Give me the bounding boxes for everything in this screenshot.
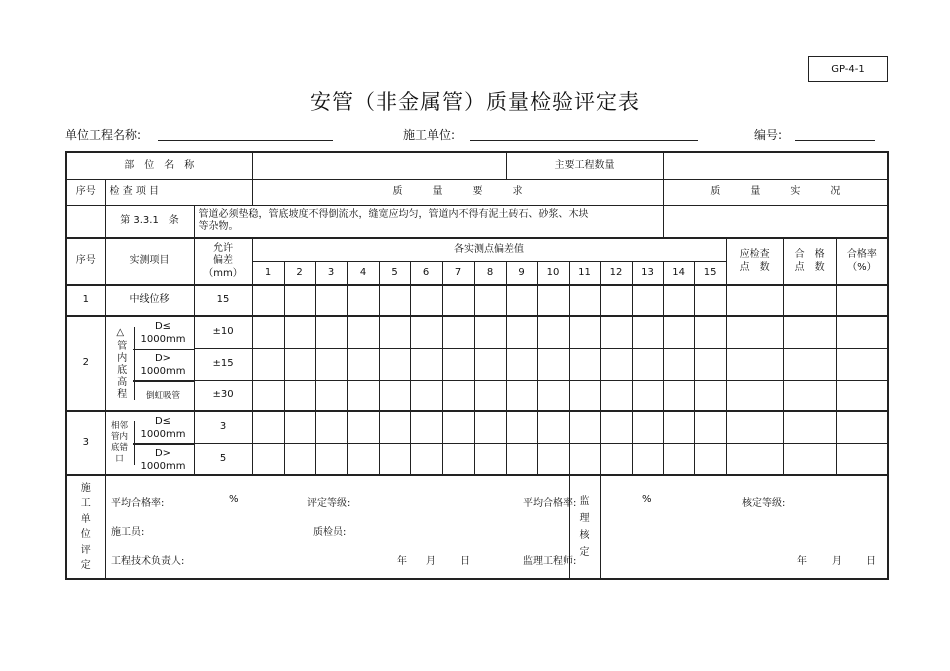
deviation-cell[interactable] (569, 380, 600, 411)
clause-seq-cell (66, 205, 105, 238)
deviation-cell[interactable] (694, 443, 726, 475)
deviation-cell[interactable] (284, 316, 315, 348)
deviation-cell[interactable] (252, 348, 284, 380)
deviation-cell[interactable] (284, 411, 315, 443)
pass-count-cell[interactable] (783, 443, 836, 475)
deviation-cell[interactable] (600, 380, 632, 411)
point-header: 5 (379, 261, 410, 285)
deviation-cell[interactable] (600, 443, 632, 475)
deviation-cell[interactable] (600, 348, 632, 380)
point-header: 13 (632, 261, 663, 285)
sub-item-label: D≤ 1000mm (140, 321, 186, 345)
construction-eval-label: 施工单位评定 (66, 475, 105, 579)
page-title: 安管（非金属管）质量检验评定表 (310, 90, 640, 114)
sub-item-label: D≤ 1000mm (140, 416, 186, 440)
month-label: 月 (426, 556, 436, 567)
deviation-cell[interactable] (379, 348, 410, 380)
sup-grade-label: 核定等级: (742, 498, 786, 509)
requirement-text: 管道必须垫稳，管底坡度不得倒流水，缝宽应均匀，管道内不得有泥土砖石、砂浆、木块等杂物。 (194, 205, 663, 238)
supervision-area (600, 475, 888, 579)
deviation-cell[interactable] (379, 316, 410, 348)
deviation-cell[interactable] (632, 285, 663, 316)
deviation-cell[interactable] (474, 443, 506, 475)
pass-rate-header: 合格率 （%） (836, 238, 888, 285)
deviation-cell[interactable] (315, 316, 347, 348)
point-header: 9 (506, 261, 537, 285)
part-name-label: 部 位 名 称 (66, 152, 252, 179)
deviation-cell[interactable] (569, 316, 600, 348)
deviation-cell[interactable] (379, 443, 410, 475)
deviation-cell[interactable] (252, 443, 284, 475)
deviation-cell[interactable] (442, 316, 474, 348)
deviation-cell[interactable] (315, 285, 347, 316)
deviation-cell[interactable] (284, 443, 315, 475)
deviation-cell[interactable] (569, 348, 600, 380)
deviation-cell[interactable] (442, 348, 474, 380)
sub-item-label: D> 1000mm (140, 353, 186, 377)
construction-unit-field[interactable] (470, 140, 698, 141)
measure-item-header: 实测项目 (105, 238, 194, 285)
construction-unit-label: 施工单位: (403, 128, 456, 142)
deviation-cell[interactable] (600, 316, 632, 348)
quality-actual-field[interactable] (663, 205, 888, 238)
should-check-cell[interactable] (726, 380, 783, 411)
deviation-cell[interactable] (632, 380, 663, 411)
deviation-cell[interactable] (569, 411, 600, 443)
row-tolerance: ±15 (194, 348, 252, 380)
point-header: 1 (252, 261, 284, 285)
sub-divider (133, 380, 194, 381)
deviation-cell[interactable] (252, 411, 284, 443)
should-check-cell[interactable] (726, 316, 783, 348)
row-tolerance: ±30 (194, 380, 252, 411)
deviation-cell[interactable] (663, 316, 694, 348)
deviation-cell[interactable] (632, 348, 663, 380)
deviation-cell[interactable] (442, 285, 474, 316)
clause-label: 第 3.3.1 条 (105, 205, 194, 238)
pass-count-cell[interactable] (783, 285, 836, 316)
deviation-cell[interactable] (315, 443, 347, 475)
deviation-cell[interactable] (632, 411, 663, 443)
pass-rate-cell[interactable] (836, 411, 888, 443)
deviation-cell[interactable] (694, 411, 726, 443)
deviation-cell[interactable] (410, 285, 442, 316)
deviation-cell[interactable] (347, 443, 379, 475)
sup-engineer-label: 监理工程师: (523, 556, 577, 567)
group-label: △管内底高程 (106, 327, 135, 400)
row-tolerance: 3 (194, 411, 252, 443)
sup-percent-label: % (642, 494, 652, 505)
deviation-cell[interactable] (569, 443, 600, 475)
deviation-cell[interactable] (347, 316, 379, 348)
pass-count-cell[interactable] (783, 316, 836, 348)
sup-avg-pass-rate-label: 平均合格率: (523, 498, 577, 509)
deviation-cell[interactable] (442, 443, 474, 475)
deviation-cell[interactable] (410, 411, 442, 443)
deviation-cell[interactable] (537, 380, 569, 411)
deviation-cell[interactable] (506, 380, 537, 411)
deviation-cell[interactable] (474, 316, 506, 348)
part-name-field[interactable] (252, 152, 506, 179)
form-code: GP-4-1 (808, 56, 888, 82)
deviation-cell[interactable] (694, 285, 726, 316)
point-header: 3 (315, 261, 347, 285)
sup-day-label: 日 (866, 556, 876, 567)
group-label: 相邻管内底错口 (110, 420, 128, 465)
point-header: 6 (410, 261, 442, 285)
deviation-cell[interactable] (506, 411, 537, 443)
point-header: 12 (600, 261, 632, 285)
point-header: 11 (569, 261, 600, 285)
pass-rate-cell[interactable] (836, 380, 888, 411)
should-check-cell[interactable] (726, 411, 783, 443)
sub-divider (133, 443, 194, 444)
avg-pass-rate-label: 平均合格率: (111, 498, 165, 509)
deviation-cell[interactable] (506, 285, 537, 316)
row-tolerance: 5 (194, 443, 252, 475)
deviation-cell[interactable] (537, 443, 569, 475)
sub-item-label: D> 1000mm (140, 448, 186, 472)
deviation-header: 各实测点偏差值 (252, 238, 726, 261)
pass-rate-cell[interactable] (836, 316, 888, 348)
deviation-cell[interactable] (537, 348, 569, 380)
pass-rate-cell[interactable] (836, 443, 888, 475)
tech-lead-label: 工程技术负责人: (111, 556, 185, 567)
deviation-cell[interactable] (474, 411, 506, 443)
row-tolerance: ±10 (194, 316, 252, 348)
pass-count-cell[interactable] (783, 411, 836, 443)
sup-year-label: 年 (797, 556, 807, 567)
sub-item-label: 倒虹吸管 (145, 391, 180, 402)
should-check-cell[interactable] (726, 348, 783, 380)
number-field[interactable] (795, 140, 875, 141)
deviation-cell[interactable] (252, 380, 284, 411)
deviation-cell[interactable] (252, 316, 284, 348)
deviation-cell[interactable] (442, 380, 474, 411)
deviation-cell[interactable] (284, 348, 315, 380)
deviation-cell[interactable] (506, 316, 537, 348)
number-label: 编号: (754, 128, 783, 142)
should-check-cell[interactable] (726, 443, 783, 475)
deviation-cell[interactable] (694, 348, 726, 380)
point-header: 2 (284, 261, 315, 285)
point-header: 7 (442, 261, 474, 285)
row-tolerance: 15 (194, 285, 252, 316)
row-seq: 2 (66, 316, 105, 411)
pass-count-header: 合 格 点 数 (783, 238, 836, 285)
deviation-cell[interactable] (537, 316, 569, 348)
deviation-cell[interactable] (632, 443, 663, 475)
deviation-cell[interactable] (474, 285, 506, 316)
deviation-cell[interactable] (506, 443, 537, 475)
day-label: 日 (460, 556, 470, 567)
measure-seq-header: 序号 (66, 238, 105, 285)
deviation-cell[interactable] (663, 285, 694, 316)
quality-req-header: 质 量 要 求 (252, 179, 663, 205)
deviation-cell[interactable] (600, 411, 632, 443)
unit-project-label: 单位工程名称: (65, 128, 142, 142)
unit-project-field[interactable] (158, 140, 333, 141)
tolerance-header: 允许 偏差 （mm） (194, 238, 252, 285)
quality-actual-header: 质 量 实 况 (663, 179, 888, 205)
year-label: 年 (397, 556, 407, 567)
pass-count-cell[interactable] (783, 380, 836, 411)
check-item-header: 检 查 项 目 (105, 179, 252, 205)
deviation-cell[interactable] (252, 285, 284, 316)
constructor-label: 施工员: (111, 527, 145, 538)
deviation-cell[interactable] (569, 285, 600, 316)
grade-label: 评定等级: (307, 498, 351, 509)
deviation-cell[interactable] (410, 316, 442, 348)
sup-month-label: 月 (832, 556, 842, 567)
deviation-cell[interactable] (506, 348, 537, 380)
point-header: 4 (347, 261, 379, 285)
seq-header: 序号 (66, 179, 105, 205)
deviation-cell[interactable] (663, 411, 694, 443)
deviation-cell[interactable] (284, 380, 315, 411)
should-check-header: 应检查 点 数 (726, 238, 783, 285)
deviation-cell[interactable] (663, 443, 694, 475)
deviation-cell[interactable] (410, 443, 442, 475)
main-quantity-field[interactable] (663, 152, 888, 179)
supervision-label: 监理核定 (569, 475, 600, 579)
deviation-cell[interactable] (442, 411, 474, 443)
point-header: 8 (474, 261, 506, 285)
deviation-cell[interactable] (379, 380, 410, 411)
deviation-cell[interactable] (315, 411, 347, 443)
deviation-cell[interactable] (694, 316, 726, 348)
pass-rate-cell[interactable] (836, 348, 888, 380)
row-seq: 1 (66, 285, 105, 316)
deviation-cell[interactable] (474, 380, 506, 411)
deviation-cell[interactable] (347, 285, 379, 316)
pass-rate-cell[interactable] (836, 285, 888, 316)
point-header: 14 (663, 261, 694, 285)
deviation-cell[interactable] (347, 380, 379, 411)
deviation-cell[interactable] (537, 285, 569, 316)
main-quantity-label: 主要工程数量 (506, 152, 663, 179)
deviation-cell[interactable] (315, 380, 347, 411)
deviation-cell[interactable] (600, 285, 632, 316)
deviation-cell[interactable] (379, 285, 410, 316)
deviation-cell[interactable] (315, 348, 347, 380)
row-item: 中线位移 (105, 285, 194, 316)
percent-label: % (229, 494, 239, 505)
point-header: 10 (537, 261, 569, 285)
should-check-cell[interactable] (726, 285, 783, 316)
deviation-cell[interactable] (694, 380, 726, 411)
deviation-cell[interactable] (347, 348, 379, 380)
pass-count-cell[interactable] (783, 348, 836, 380)
row-seq: 3 (66, 411, 105, 475)
deviation-cell[interactable] (379, 411, 410, 443)
deviation-cell[interactable] (632, 316, 663, 348)
deviation-cell[interactable] (474, 348, 506, 380)
deviation-cell[interactable] (410, 380, 442, 411)
deviation-cell[interactable] (284, 285, 315, 316)
deviation-cell[interactable] (537, 411, 569, 443)
deviation-cell[interactable] (663, 380, 694, 411)
inspector-label: 质检员: (313, 527, 347, 538)
deviation-cell[interactable] (347, 411, 379, 443)
point-header: 15 (694, 261, 726, 285)
deviation-cell[interactable] (410, 348, 442, 380)
deviation-cell[interactable] (663, 348, 694, 380)
